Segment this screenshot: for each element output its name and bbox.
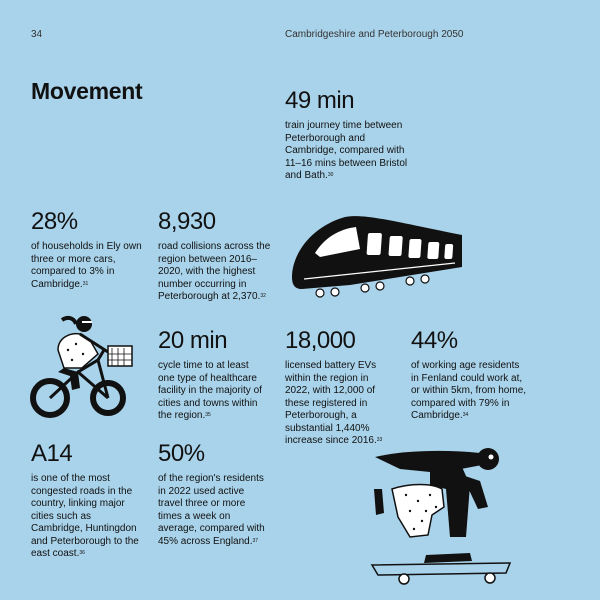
stat-value: 8,930	[158, 208, 216, 235]
stat-cycle-time	[158, 328, 268, 423]
footnote-ref: 32	[260, 293, 266, 299]
stat-a14-congestion	[31, 441, 143, 561]
stat-value: A14	[31, 440, 73, 467]
footnote-ref: 31	[82, 280, 89, 287]
stat-description: road collisions across the region between 2016–2020, with the highest number occurring in Peterborough at 2,370.32	[158, 241, 271, 302]
cyclist-illustration	[28, 310, 143, 422]
page-number: 34	[31, 29, 43, 40]
footnote-ref: 30	[327, 172, 334, 178]
footnote-ref: 33	[376, 437, 383, 443]
stat-road-collisions	[158, 209, 276, 304]
stat-fenland-work	[411, 328, 529, 423]
stat-battery-evs	[285, 328, 391, 448]
stat-description: of working age residents in Fenland could work at, or within 5km, from home, compared with 79% in Cambridge.$^{34}$	[411, 360, 527, 421]
footnote-ref: 34	[462, 412, 469, 418]
stat-description: of the region's residents in 2022 used active travel three or more times a week on average, compared with 45% across England.$^{37}$	[158, 473, 265, 547]
publication-title: Cambridgeshire and Peterborough 2050	[285, 29, 464, 40]
train-illustration	[290, 205, 470, 300]
skateboarder-illustration	[370, 445, 515, 585]
stat-value: 49 min	[285, 87, 355, 114]
stat-description: is one of the most congested roads in the country, linking major cities such as Cambridge, Huntingdon and Peterborough to the east coast.$^{36}$	[31, 473, 139, 559]
stat-description: licensed battery EVs within the region in 2022, with 12,000 of these registered in Peterborough, a substantial 1,440% increase since 2016.33	[285, 360, 383, 446]
footnote-ref: 36	[79, 550, 85, 556]
stat-households-cars	[31, 209, 143, 291]
footnote-ref: 37	[252, 537, 259, 544]
stat-description: of households in Ely own three or more cars, compared to 3% in Cambridge.$^{31}$	[31, 241, 142, 290]
stat-active-travel	[158, 441, 270, 548]
section-title: Movement	[31, 78, 143, 104]
stat-value: 50%	[158, 440, 205, 467]
footnote-ref: 35	[205, 412, 211, 418]
stat-train-time	[285, 88, 415, 183]
stat-value: 28%	[31, 208, 78, 235]
stat-description: cycle time to at least one type of healthcare facility in the majority of cities and towns within the region.$^{35}$	[158, 360, 262, 421]
stat-value: 44%	[411, 327, 458, 354]
stat-value: 20 min	[158, 327, 228, 354]
stat-description: train journey time between Peterborough and Cambridge, compared with 11–16 mins between Bristol and Bath.$^{30}$	[285, 120, 408, 181]
stat-value: 18,000	[285, 327, 356, 354]
